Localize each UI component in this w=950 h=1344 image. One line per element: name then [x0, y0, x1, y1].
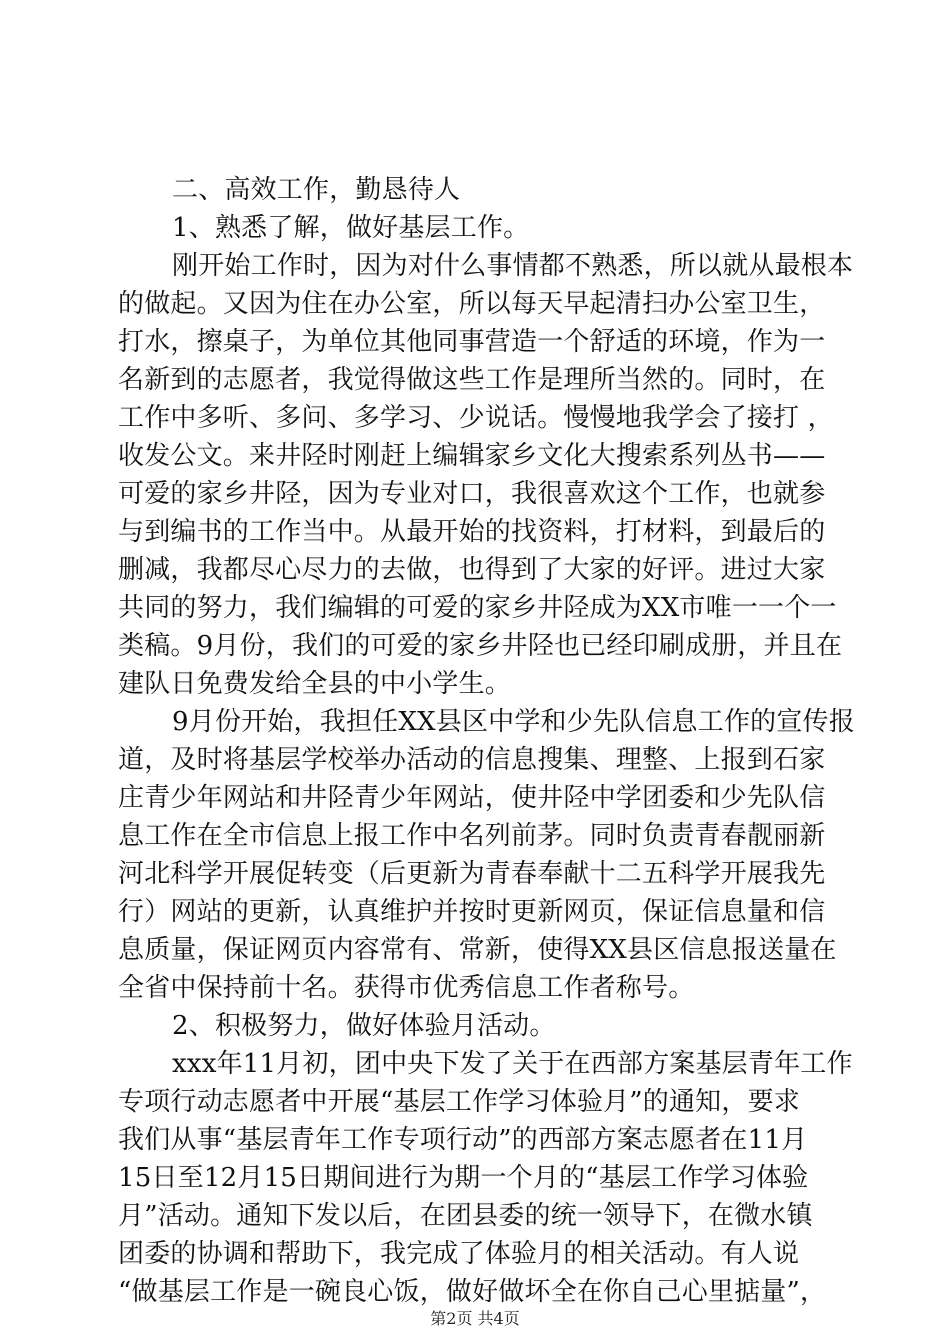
- paragraph-line: 工作中多听、多问、多学习、少说话。慢慢地我学会了接打 ，: [118, 403, 834, 433]
- paragraph-line: 息工作在全市信息上报工作中名列前茅。同时负责青春靓丽新: [118, 821, 826, 851]
- paragraph-line: 息质量，保证网页内容常有、常新，使得XX县区信息报送量在: [118, 935, 837, 965]
- paragraph-line: 15日至12月15日期间进行为期一个月的“基层工作学习体验: [118, 1163, 809, 1193]
- paragraph-line: 共同的努力，我们编辑的可爱的家乡井陉成为XX市唯一一个一: [118, 593, 837, 623]
- paragraph-line: 类稿。9月份，我们的可爱的家乡井陉也已经印刷成册，并且在: [118, 631, 843, 661]
- subsection-heading: 1、熟悉了解，做好基层工作。: [172, 213, 530, 243]
- paragraph-line: 河北科学开展促转变（后更新为青春奉献十二五科学开展我先: [118, 859, 826, 889]
- paragraph-line: 可爱的家乡井陉，因为专业对口，我很喜欢这个工作，也就参: [118, 479, 826, 509]
- paragraph-line: 收发公文。来井陉时刚赶上编辑家乡文化大搜索系列丛书——: [118, 441, 826, 471]
- paragraph-line: 月”活动。通知下发以后，在团县委的统一领导下，在微水镇: [118, 1201, 813, 1231]
- paragraph-line: 全省中保持前十名。获得市优秀信息工作者称号。: [118, 973, 695, 1003]
- paragraph-line: 刚开始工作时，因为对什么事情都不熟悉，所以就从最根本: [172, 251, 854, 281]
- paragraph-line: 的做起。又因为住在办公室，所以每天早起清扫办公室卫生，: [118, 289, 826, 319]
- paragraph-line: 道，及时将基层学校举办活动的信息搜集、理整、上报到石家: [118, 745, 826, 775]
- paragraph-line: “做基层工作是一碗良心饭，做好做坏全在你自己心里掂量”，: [118, 1277, 827, 1307]
- paragraph-line: 建队日免费发给全县的中小学生。: [118, 669, 512, 699]
- page-footer: 第2页 共4页: [430, 1309, 520, 1328]
- paragraph-line: 行）网站的更新，认真维护并按时更新网页，保证信息量和信: [118, 897, 826, 927]
- paragraph-line: 专项行动志愿者中开展“基层工作学习体验月”的通知，要求: [118, 1087, 800, 1117]
- paragraph-line: 与到编书的工作当中。从最开始的找资料，打材料，到最后的: [118, 517, 826, 547]
- paragraph-line: 庄青少年网站和井陉青少年网站，使井陉中学团委和少先队信: [118, 783, 826, 813]
- paragraph-line: xxx年11月初，团中央下发了关于在西部方案基层青年工作: [172, 1049, 853, 1079]
- subsection-heading: 2、积极努力，做好体验月活动。: [172, 1011, 556, 1041]
- paragraph-line: 打水，擦桌子，为单位其他同事营造一个舒适的环境，作为一: [118, 327, 826, 357]
- paragraph-line: 9月份开始，我担任XX县区中学和少先队信息工作的宣传报: [172, 707, 855, 737]
- section-heading: 二、高效工作，勤恳待人: [172, 175, 461, 205]
- paragraph-line: 团委的协调和帮助下，我完成了体验月的相关活动。有人说: [118, 1239, 800, 1269]
- paragraph-line: 名新到的志愿者，我觉得做这些工作是理所当然的。同时，在: [118, 365, 826, 395]
- paragraph-line: 删减，我都尽心尽力的去做，也得到了大家的好评。进过大家: [118, 555, 826, 585]
- paragraph-line: 我们从事“基层青年工作专项行动”的西部方案志愿者在11月: [118, 1125, 808, 1155]
